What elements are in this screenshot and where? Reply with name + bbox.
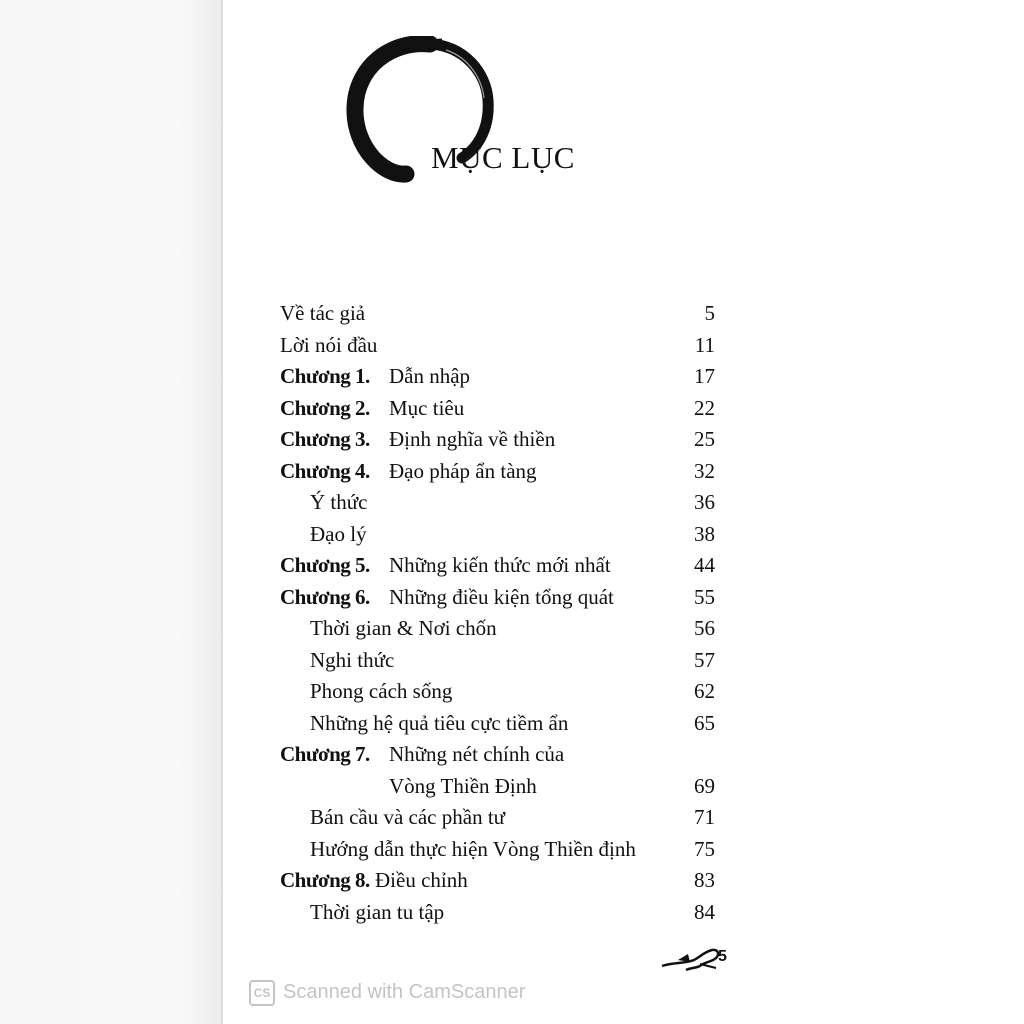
toc-entry bbox=[0, 771, 1024, 801]
toc-entry-label: Ý thức bbox=[310, 490, 368, 514]
toc-chapter-title: Mục tiêu bbox=[389, 395, 465, 420]
toc-chapter-title: Dẫn nhập bbox=[389, 364, 471, 388]
toc-page-number: 55 bbox=[694, 584, 715, 609]
toc-chapter-number: Chương 1. bbox=[280, 364, 370, 388]
toc-entry bbox=[0, 330, 1024, 360]
toc-page-number: 62 bbox=[694, 679, 715, 703]
toc-entry-label: Đạo lý bbox=[310, 521, 367, 546]
toc-entry bbox=[0, 582, 1024, 612]
toc-entry-label: Những hệ quả tiêu cực tiềm ẩn bbox=[310, 710, 569, 735]
toc-chapter-title-continued: Vòng Thiền Định bbox=[389, 773, 537, 798]
toc-entry bbox=[0, 393, 1024, 423]
toc-chapter-inline bbox=[280, 865, 468, 895]
toc-page-number: 69 bbox=[694, 773, 715, 798]
toc-page-number: 75 bbox=[694, 836, 715, 861]
toc-page-number: 36 bbox=[694, 490, 715, 514]
toc-entry bbox=[0, 739, 1024, 769]
toc-page-number: 56 bbox=[694, 616, 715, 640]
toc-page-number: 65 bbox=[694, 710, 715, 735]
toc-page-number: 5 bbox=[704, 301, 715, 325]
toc-entry-label: Về tác giả bbox=[280, 301, 366, 325]
toc-page-number: 71 bbox=[694, 805, 715, 829]
toc-entry bbox=[0, 802, 1024, 832]
camscanner-watermark bbox=[249, 978, 525, 1006]
toc-entry bbox=[0, 865, 1024, 895]
toc-entry bbox=[0, 676, 1024, 706]
toc-chapter-title: Những nét chính của bbox=[389, 742, 565, 766]
toc-chapter-title: Những điều kiện tổng quát bbox=[389, 584, 614, 609]
toc-chapter-number: Chương 8. bbox=[280, 868, 370, 892]
toc-page-number: 57 bbox=[694, 647, 715, 672]
toc-entry bbox=[0, 613, 1024, 643]
toc-entry-label: Hướng dẫn thực hiện Vòng Thiền định bbox=[310, 836, 636, 861]
toc-entry-label: Lời nói đầu bbox=[280, 332, 378, 357]
toc-chapter-title: Đạo pháp ẩn tàng bbox=[389, 458, 537, 483]
toc-entry-label: Phong cách sống bbox=[310, 679, 453, 703]
toc-entry bbox=[0, 456, 1024, 486]
toc-page-number: 44 bbox=[694, 553, 715, 577]
toc-page-number: 84 bbox=[694, 899, 715, 924]
page-title: MỤC LỤC bbox=[431, 140, 575, 175]
toc-entry-label: Thời gian tu tập bbox=[310, 899, 445, 924]
toc-entry-label: Bán cầu và các phần tư bbox=[310, 805, 506, 829]
page-number: 5 bbox=[718, 948, 727, 965]
toc-chapter-number: Chương 2. bbox=[280, 395, 370, 420]
toc-page-number: 25 bbox=[694, 427, 715, 451]
toc-chapter-title: Định nghĩa về thiền bbox=[389, 427, 556, 451]
toc-entry bbox=[0, 298, 1024, 328]
toc-page-number: 32 bbox=[694, 458, 715, 483]
toc-page-number: 17 bbox=[694, 364, 715, 388]
toc-page-number: 11 bbox=[694, 332, 715, 357]
toc-entry bbox=[0, 361, 1024, 391]
toc-entry bbox=[0, 897, 1024, 927]
toc-page-number: 22 bbox=[694, 395, 715, 420]
toc-chapter-title: Điều chỉnh bbox=[375, 868, 468, 892]
toc-page-number: 38 bbox=[694, 521, 715, 546]
toc-entry bbox=[0, 424, 1024, 454]
bird-ornament-icon bbox=[660, 940, 740, 976]
toc-page-number: 83 bbox=[694, 868, 715, 892]
toc-chapter-number: Chương 6. bbox=[280, 584, 370, 609]
camscanner-logo-icon: CS bbox=[249, 980, 275, 1006]
toc-entry-label: Thời gian & Nơi chốn bbox=[310, 616, 497, 640]
toc-chapter-number: Chương 3. bbox=[280, 427, 370, 451]
toc-entry bbox=[0, 487, 1024, 517]
toc-entry-label: Nghi thức bbox=[310, 647, 395, 672]
toc-entry bbox=[0, 519, 1024, 549]
toc-entry bbox=[0, 708, 1024, 738]
watermark-text: Scanned with CamScanner bbox=[283, 981, 526, 1003]
toc-chapter-title: Những kiến thức mới nhất bbox=[389, 553, 611, 577]
toc-chapter-number: Chương 7. bbox=[280, 742, 370, 766]
toc-entry bbox=[0, 645, 1024, 675]
toc-chapter-number: Chương 5. bbox=[280, 553, 370, 577]
toc-chapter-number: Chương 4. bbox=[280, 458, 370, 483]
toc-entry bbox=[0, 834, 1024, 864]
toc-entry bbox=[0, 550, 1024, 580]
